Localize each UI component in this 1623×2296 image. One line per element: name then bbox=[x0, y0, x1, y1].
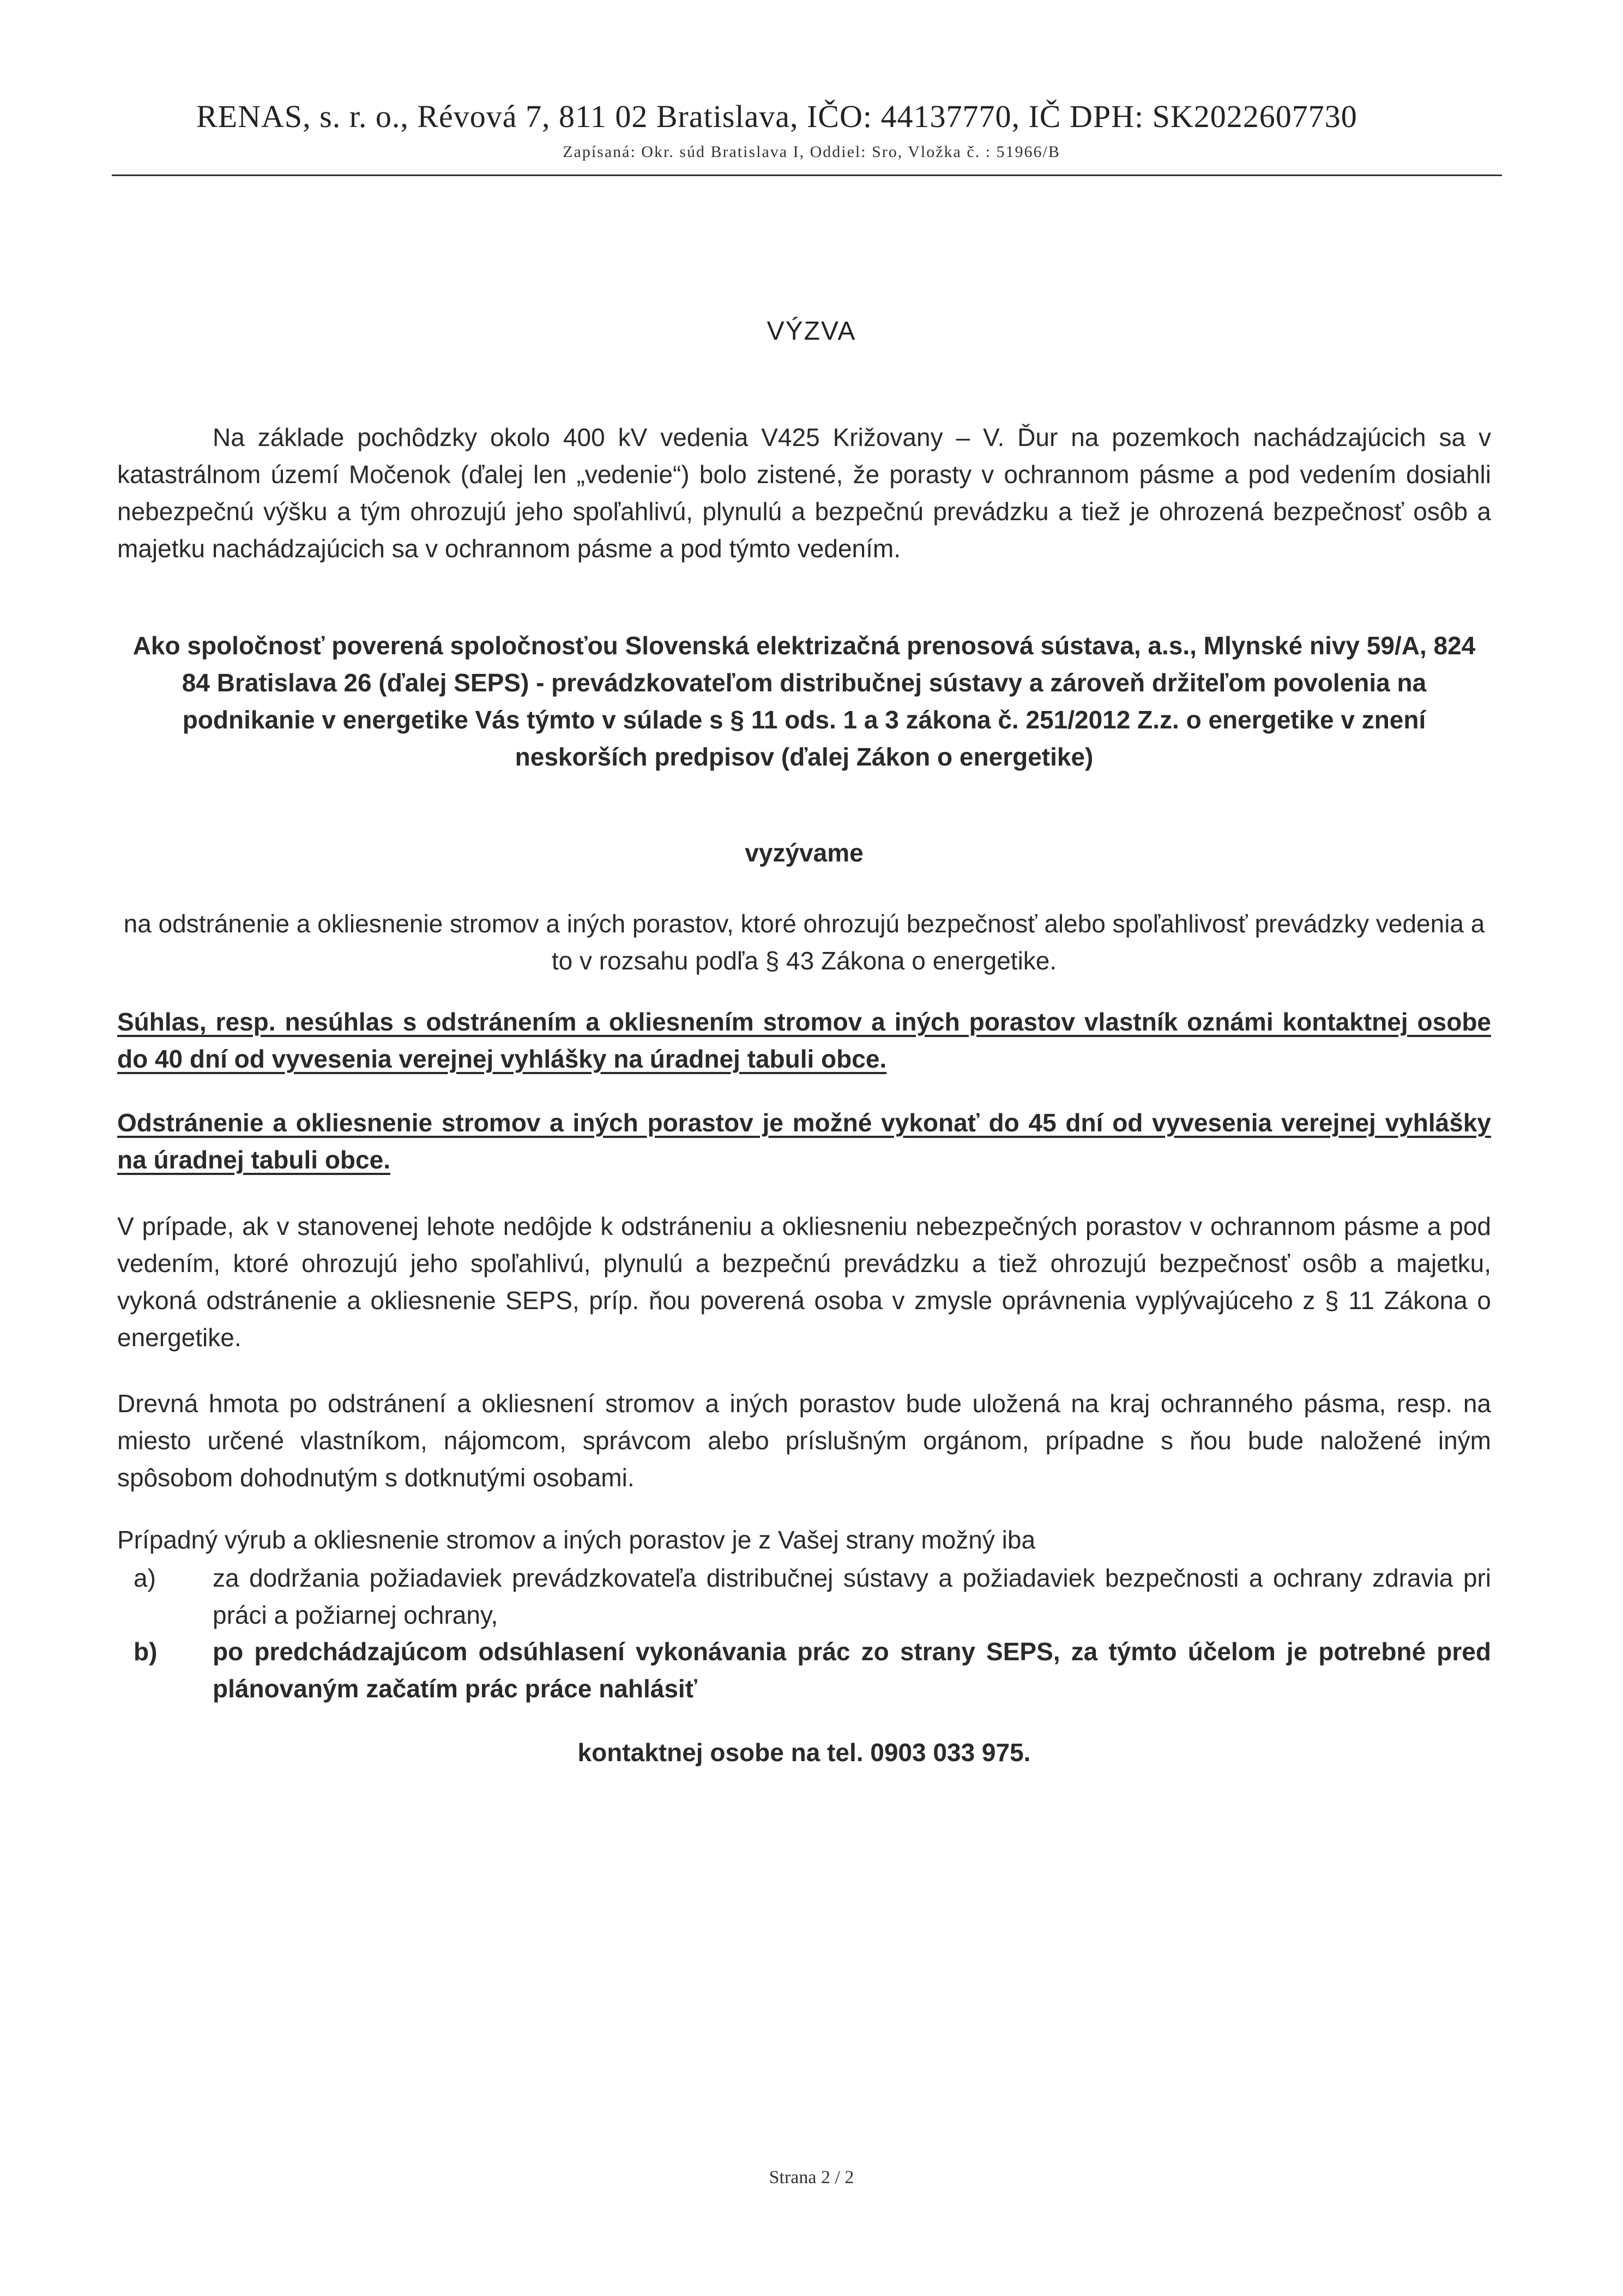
timber-paragraph: Drevná hmota po odstránení a okliesnení stromov a iných porastov bude uložená na kraj ochranného pásma, resp. na miesto určené vlastníkom, nájomcom, správcom alebo príslušným orgánom, prípadne s ňou bude naložené iným spôsobom dohodnutým s dotknutými osobami. bbox=[117, 1389, 1491, 1492]
registration-line: Zapísaná: Okr. súd Bratislava I, Oddiel: Sro, Vložka č. : 51966/B bbox=[563, 143, 1060, 161]
deadline-notice: Odstránenie a okliesnenie stromov a iných porastov je možné vykonať do 45 dní od vyvesenia verejnej vyhlášky na úradnej tabuli obce. bbox=[117, 1108, 1491, 1174]
purpose-paragraph: na odstránenie a okliesnenie stromov a iných porastov, ktoré ohrozujú bezpečnosť alebo spoľahlivosť prevádzky vedenia a to v rozsahu podľa § 43 Zákona o energetike. bbox=[123, 909, 1485, 975]
header-divider bbox=[112, 174, 1502, 176]
conditions-intro: Prípadný výrub a okliesnenie stromov a iných porastov je z Vašej strany možný iba bbox=[117, 1526, 1036, 1554]
consent-notice: Súhlas, resp. nesúhlas s odstránením a okliesnením stromov a iných porastov vlastník oznámi kontaktnej osobe do 40 dní od vyvesenia verejnej vyhlášky na úradnej tabuli obce. bbox=[117, 1008, 1491, 1073]
contact-line: kontaktnej osobe na tel. 0903 033 975. bbox=[577, 1738, 1031, 1767]
default-action-paragraph: V prípade, ak v stanovenej lehote nedôjde k odstráneniu a okliesneniu nebezpečných porastov v ochrannom pásme a pod vedením, ktoré ohrozujú jeho spoľahlivú, plynulú a bezpečnú prevádzku a tiež ohrozujú bezpečnosť osôb a majetku, vykoná odstránenie a okliesnenie SEPS, príp. ňou poverená osoba v zmysle oprávnenia vyplývajúceho z § 11 Zákona o energetike. bbox=[117, 1212, 1491, 1352]
company-header: RENAS, s. r. o., Révová 7, 811 02 Bratislava, IČO: 44137770, IČ DPH: SK2022607730 bbox=[196, 99, 1357, 134]
condition-text: za dodržania požiadaviek prevádzkovateľa distribučnej sústavy a požiadaviek bezpečnosti a ochrany zdravia pri práci a požiarnej ochrany, bbox=[213, 1564, 1491, 1629]
condition-item-b bbox=[134, 1633, 1491, 1709]
document-title: VÝZVA bbox=[767, 317, 856, 346]
authority-paragraph: Ako spoločnosť poverená spoločnosťou Slovenská elektrizačná prenosová sústava, a.s., Mlynské nivy 59/A, 824 84 Bratislava 26 (ďalej SEPS) - prevádzkovateľom distribučnej sústavy a zároveň držiteľom povolenia na podnikanie v energetike Vás týmto v súlade s § 11 ods. 1 a 3 zákona č. 251/2012 Z.z. o energetike v znení neskorších predpisov (ďalej Zákon o energetike) bbox=[132, 631, 1476, 771]
condition-text: po predchádzajúcom odsúhlasení vykonávania prác zo strany SEPS, za týmto účelom je potrebné pred plánovaným začatím prác práce nahlásiť bbox=[213, 1637, 1491, 1703]
intro-paragraph: Na základe pochôdzky okolo 400 kV vedenia V425 Križovany – V. Ďur na pozemkoch nachádzajúcich sa v katastrálnom území Močenok (ďalej len „vedenie“) bolo zistené, že porasty v ochrannom pásme a pod vedením dosiahli nebezpečnú výšku a tým ohrozujú jeho spoľahlivú, plynulú a bezpečnú prevádzku a tiež je ohrozená bezpečnosť osôb a majetku nachádzajúcich sa v ochrannom pásme a pod týmto vedením. bbox=[117, 423, 1491, 563]
condition-item-a bbox=[134, 1559, 1491, 1636]
call-word: vyzývame bbox=[745, 839, 864, 867]
list-marker: b) bbox=[134, 1637, 158, 1666]
list-marker: a) bbox=[134, 1564, 156, 1592]
page-number: Strana 2 / 2 bbox=[769, 2167, 854, 2187]
